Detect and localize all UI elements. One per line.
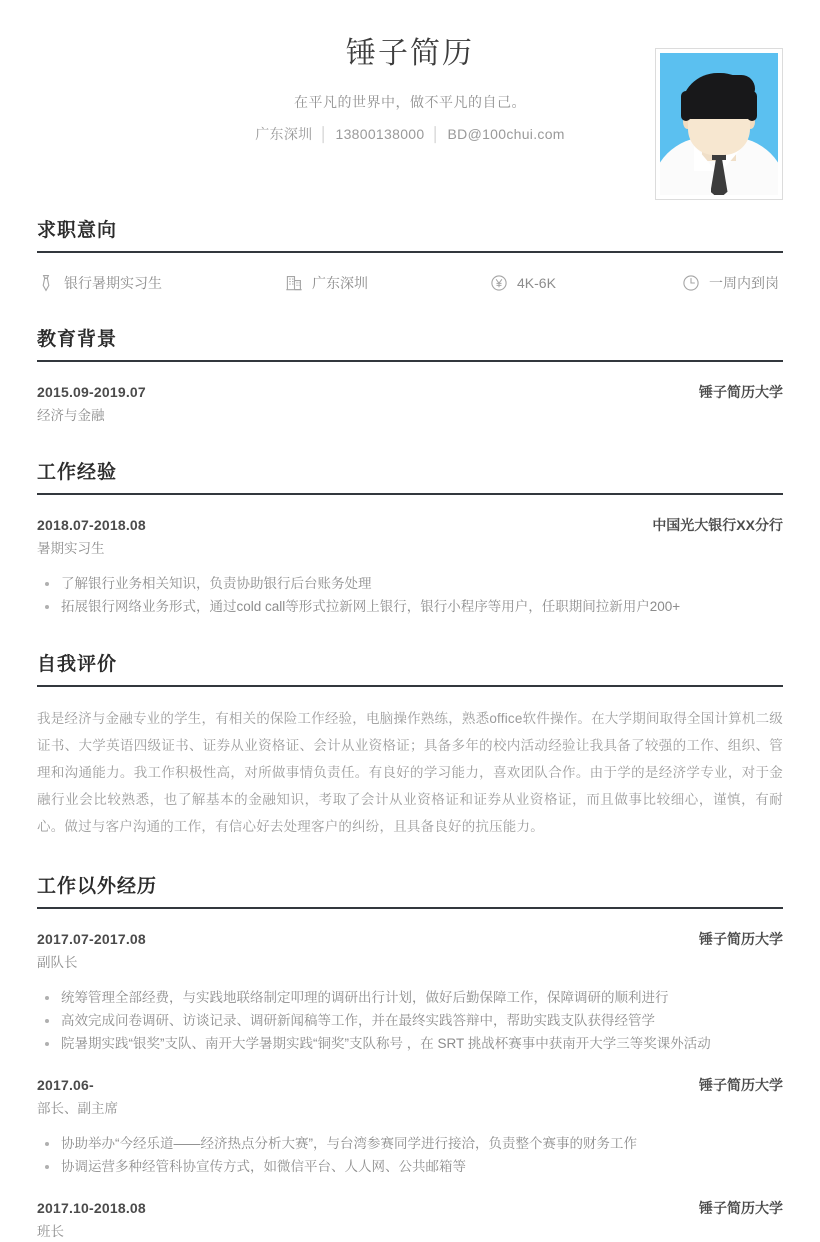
extracurricular-entry	[37, 1198, 783, 1242]
contact-separator-1: │	[319, 126, 329, 142]
entry-date: 2015.09-2019.07	[37, 384, 146, 400]
section-title-work-experience: 工作经验	[37, 462, 118, 483]
entry-organization: 锤子简历大学	[699, 931, 783, 947]
avatar	[655, 48, 783, 200]
job-intent-row	[37, 273, 783, 293]
intent-availability-label: 一周内到岗	[709, 275, 779, 291]
intent-salary-label: 4K-6K	[517, 275, 556, 291]
entry-header	[37, 515, 783, 535]
entry-bullet-list	[37, 986, 783, 1055]
entry-role: 班长	[37, 1224, 64, 1239]
yen-coin-icon	[490, 274, 508, 292]
intent-item-availability	[682, 273, 779, 293]
entry-organization: 锤子简历大学	[699, 1200, 783, 1216]
entry-role: 部长、副主席	[37, 1101, 118, 1116]
page-title: 锤子简历	[346, 37, 474, 70]
clock-icon	[682, 274, 700, 292]
section-work-experience	[37, 460, 783, 618]
list-item: 了解银行业务相关知识，负责协助银行后台账务处理	[37, 572, 783, 595]
resume-header	[37, 0, 783, 184]
section-job-intent	[37, 218, 783, 293]
entry-header	[37, 382, 783, 402]
extracurricular-entry	[37, 929, 783, 1055]
self-evaluation-text: 我是经济与金融专业的学生，有相关的保险工作经验，电脑操作熟练，熟悉office软件操作。在大学期间取得全国计算机二级证书、大学英语四级证书、证券从业资格证、会计从业资格证；具备多年的校内活动经验让我具备了较强的工作、组织、管理和沟通能力。我工作积极性高，对所做事情负责任。有良好的学习能力，喜欢团队合作。由于学的是经济学专业，对于金融行业会比较熟悉，也了解基本的金融知识，考取了会计从业资格证和证券从业资格证，而且做事比较细心，谨慎，有耐心。做过与客户沟通的工作，有信心好去处理客户的纠纷，且具备良好的抗压能力。	[37, 711, 783, 834]
section-title-self-evaluation: 自我评价	[37, 654, 118, 675]
intent-item-city	[285, 273, 490, 293]
intent-item-salary	[490, 273, 682, 293]
avatar-hair-sweep	[709, 75, 755, 99]
section-title-job-intent: 求职意向	[37, 220, 118, 241]
section-extracurricular	[37, 874, 783, 1242]
list-item: 统筹管理全部经费，与实践地联络制定叩理的调研出行计划，做好后勤保障工作，保障调研的顺利进行	[37, 986, 783, 1009]
list-item: 高效完成问卷调研、访谈记录、调研新闻稿等工作，并在最终实践答辩中，帮助实践支队获得经管学	[37, 1009, 783, 1032]
entry-bullet-list	[37, 1132, 783, 1178]
education-entry	[37, 382, 783, 426]
contact-separator-2: │	[431, 126, 441, 142]
entry-header	[37, 1075, 783, 1095]
building-icon	[285, 274, 303, 292]
section-title-extracurricular: 工作以外经历	[37, 876, 158, 897]
contact-phone: 13800138000	[335, 126, 425, 142]
section-title-education: 教育背景	[37, 329, 118, 350]
list-item: 协助举办“今经乐道——经济热点分析大赛”，与台湾参赛同学进行接洽，负责整个赛事的财务工作	[37, 1132, 783, 1155]
intent-item-position	[37, 273, 285, 293]
section-education	[37, 327, 783, 426]
header-slogan: 在平凡的世界中，做不平凡的自己。	[294, 94, 526, 110]
work-entry	[37, 515, 783, 618]
contact-location: 广东深圳	[255, 126, 313, 142]
entry-date: 2017.06-	[37, 1077, 94, 1093]
section-divider	[37, 251, 783, 253]
section-divider	[37, 493, 783, 495]
entry-bullet-list	[37, 572, 783, 618]
entry-organization: 锤子简历大学	[699, 384, 783, 400]
section-self-evaluation	[37, 652, 783, 840]
entry-date: 2018.07-2018.08	[37, 517, 146, 533]
entry-role: 副队长	[37, 955, 78, 970]
entry-organization: 锤子简历大学	[699, 1077, 783, 1093]
list-item: 协调运营多种经管科协宣传方式，如微信平台、人人网、公共邮箱等	[37, 1155, 783, 1178]
entry-organization: 中国光大银行XX分行	[652, 517, 783, 533]
entry-date: 2017.07-2017.08	[37, 931, 146, 947]
entry-role: 暑期实习生	[37, 541, 105, 556]
section-divider	[37, 685, 783, 687]
extracurricular-entry	[37, 1075, 783, 1178]
list-item: 院暑期实践“银奖”支队、南开大学暑期实践“铜奖”支队称号 ，在 SRT 挑战杯赛事中获南开大学三等奖课外活动	[37, 1032, 783, 1055]
avatar-illustration	[660, 53, 778, 195]
necktie-icon	[37, 274, 55, 292]
section-divider	[37, 907, 783, 909]
entry-role: 经济与金融	[37, 408, 105, 423]
list-item: 拓展银行网络业务形式，通过cold call等形式拉新网上银行，银行小程序等用户，任职期间拉新用户200+	[37, 595, 783, 618]
contact-email: BD@100chui.com	[447, 126, 565, 142]
entry-header	[37, 929, 783, 949]
section-divider	[37, 360, 783, 362]
entry-header	[37, 1198, 783, 1218]
intent-position-label: 银行暑期实习生	[64, 275, 162, 291]
entry-date: 2017.10-2018.08	[37, 1200, 146, 1216]
intent-city-label: 广东深圳	[312, 275, 368, 291]
